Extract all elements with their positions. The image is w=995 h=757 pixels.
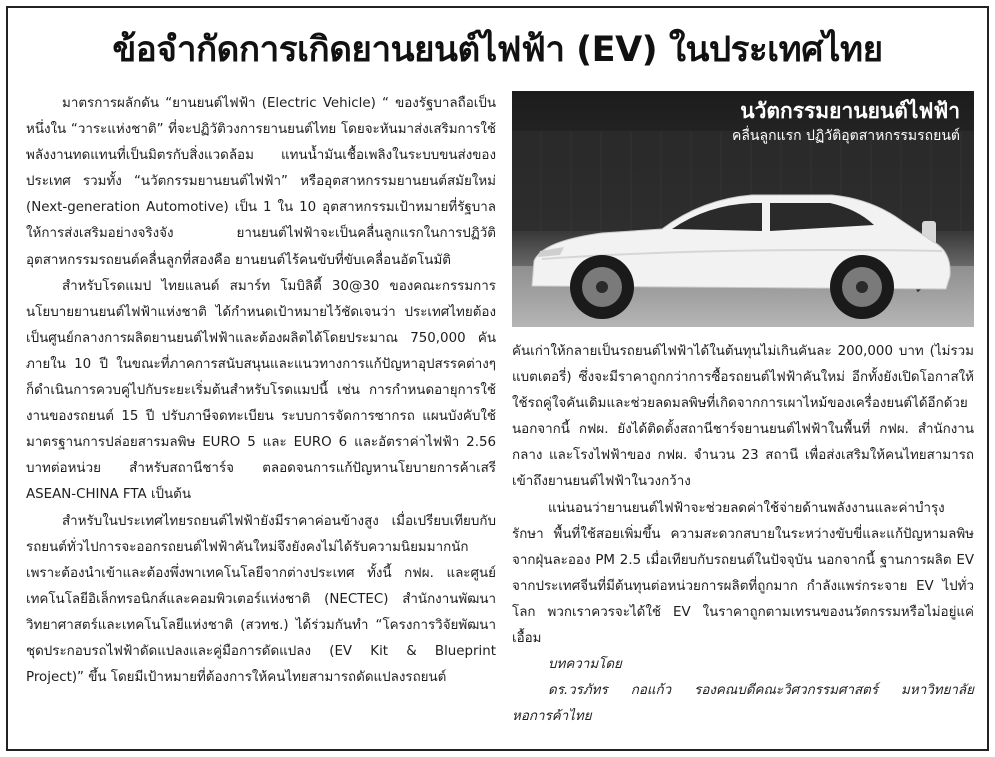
author-credit: ดร.วรภัทร กอแก้ว รองคณบดีคณะวิศวกรรมศาสตร์ มหาวิทยาลัยหอการค้าไทย [512, 683, 974, 725]
right-column [512, 339, 974, 730]
article-headline: ข้อจำกัดการเกิดยานยนต์ไฟฟ้า (EV) ในประเทศไทย [112, 30, 883, 70]
image-title: นวัตกรรมยานยนต์ไฟฟ้า [740, 99, 960, 123]
ev-car-photo [512, 91, 974, 327]
paragraph: แน่นอนว่ายานยนต์ไฟฟ้าจะช่วยลดค่าใช้จ่ายด้านพลังงานและค่าบำรุงรักษา พื้นที่ใช้สอยเพิ่มขึ้น ความสะดวกสบายในระหว่างขับขี่และแก้ปัญหามลพิษจากฝุ่นละออง PM 2.5 เมื่อเทียบกับรถยนต์ในปัจจุบัน นอกจากนี้ ฐานการผลิต EV จากประเทศจีนที่มีต้นทุนต่อหน่วยการผลิตที่ถูกมาก กำลังแพร่กระจาย EV ไปทั่วโลก พวกเราควรจะได้ใช้ EV ในราคาถูกตามเทรนของนวัตกรรมหรือไม่อยู่แค่เอื้อม [512, 500, 974, 647]
byline-label: บทความโดย [548, 657, 622, 673]
paragraph: มาตรการผลักดัน “ยานยนต์ไฟฟ้า (Electric Vehicle) “ ของรัฐบาลถือเป็นหนึ่งใน “วาระแห่งชาติ” ที่จะปฏิวัติวงการยานยนต์ไทย โดยจะหันมาส่งเสริมการใช้พลังงานทดแทนที่เป็นมิตรกับสิ่งแวดล้อม แทนน้ำมันเชื้อเพลิงในระบบขนส่งของประเทศ รวมทั้ง “นวัตกรรมยานยนต์ไฟฟ้า” หรืออุตสาหกรรมยานยนต์สมัยใหม่ (Next-generation Automotive) เป็น 1 ใน 10 อุตสาหกรรมเป้าหมายที่รัฐบาลให้การส่งเสริมอย่างจริงจัง ยานยนต์ไฟฟ้าจะเป็นคลื่นลูกแรกในการปฏิวัติอุตสาหกรรมรถยนต์คลื่นลูกที่สองคือ ยานยนต์ไร้คนขับที่ขับเคลื่อนอัตโนมัติ [26, 96, 496, 268]
image-subtitle: คลื่นลูกแรก ปฏิวัติอุตสาหกรรมรถยนต์ [731, 128, 960, 144]
left-column [26, 91, 496, 691]
paragraph: คันเก่าให้กลายเป็นรถยนต์ไฟฟ้าได้ในต้นทุนไม่เกินคันละ 200,000 บาท (ไม่รวมแบตเตอรี่) ซึ่งจะมีราคาถูกกว่าการซื้อรถยนต์ไฟฟ้าคันใหม่ อีกทั้งยังเปิดโอกาสให้ใช้รถคู่ใจคันเดิมและช่วยลดมลพิษที่เกิดจากการเผาไหม้ของเครื่องยนต์ได้อีกด้วย นอกจากนี้ กฟผ. ยังได้ติดตั้งสถานีชาร์จยานยนต์ไฟฟ้าในพื้นที่ กฟผ. สำนักงานกลาง และโรงไฟฟ้าของ กฟผ. จำนวน 23 สถานี เพื่อส่งเสริมให้คนไทยสามารถเข้าถึงยานยนต์ไฟฟ้าในวงกว้าง [512, 344, 974, 490]
paragraph: สำหรับโรดแมป ไทยแลนด์ สมาร์ท โมบิลิตี้ 30@30 ของคณะกรรมการนโยบายยานยนต์ไฟฟ้าแห่งชาติ ได้กำหนดเป้าหมายไว้ชัดเจนว่า ประเทศไทยต้องเป็นศูนย์กลางการผลิตยานยนต์ไฟฟ้าและต้องผลิตได้โดยประมาณ 750,000 คัน ภายใน 10 ปี ในขณะที่ภาคการสนับสนุนและแนวทางการแก้ปัญหาอุปสรรคต่างๆ ก็ดำเนินการควบคู่ไปกับระยะเริ่มต้นสำหรับโรดแมปนี้ เช่น การกำหนดอายุการใช้งานของรถยนต์ 15 ปี ปรับภาษีจดทะเบียน ระบบการจัดการซากรถ แผนบังคับใช้มาตรฐานการปล่อยสารมลพิษ EURO 5 และ EURO 6 และอัตราค่าไฟฟ้า 2.56 บาทต่อหน่วย สำหรับสถานีชาร์จ ตลอดจนการแก้ปัญหานโยบายการค้าเสรี ASEAN-CHINA FTA เป็นต้น [26, 278, 496, 503]
paragraph: สำหรับในประเทศไทยรถยนต์ไฟฟ้ายังมีราคาค่อนข้างสูง เมื่อเปรียบเทียบกับรถยนต์ทั่วไปการจะออกรถยนต์ไฟฟ้าคันใหม่จึงยังคงไม่ได้รับความนิยมมากนัก เพราะต้องนำเข้าและต้องพึ่งพาเทคโนโลยีจากต่างประเทศ ทั้งนี้ กฟผ. และศูนย์เทคโนโลยีอิเล็กทรอนิกส์และคอมพิวเตอร์แห่งชาติ (NECTEC) สำนักงานพัฒนาวิทยาศาสตร์และเทคโนโลยีแห่งชาติ (สวทช.) ได้ร่วมกันทำ “โครงการวิจัยพัฒนาชุดประกอบรถไฟฟ้าดัดแปลงและคู่มือการดัดแปลง (EV Kit & Blueprint Project)” ขึ้น โดยมีเป้าหมายที่ต้องการให้คนไทยสามารถดัดแปลงรถยนต์ [26, 513, 496, 686]
